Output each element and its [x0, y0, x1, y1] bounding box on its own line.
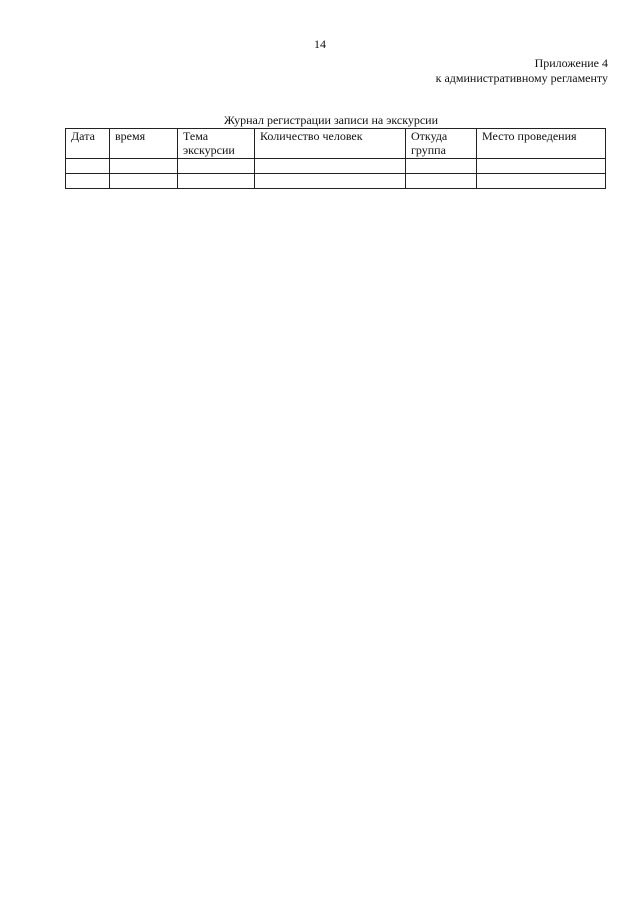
- table-cell: [178, 174, 255, 189]
- table-cell: [255, 159, 406, 174]
- table-cell: [110, 159, 178, 174]
- table-cell: [406, 174, 477, 189]
- column-header-topic: [178, 129, 255, 159]
- appendix-subtitle: к административному регламенту: [435, 71, 608, 85]
- page-number: 14: [314, 37, 326, 51]
- table-cell: [477, 174, 606, 189]
- column-header-line: экскурсии: [183, 143, 235, 157]
- column-header-date: [66, 129, 110, 159]
- table-cell: [477, 159, 606, 174]
- table-cell: [66, 174, 110, 189]
- column-header-line: Тема: [183, 129, 209, 143]
- column-header-venue: [477, 129, 606, 159]
- column-header-line: Место проведения: [482, 129, 577, 143]
- table-cell: [255, 174, 406, 189]
- column-header-line: Откуда: [411, 129, 448, 143]
- journal-table: [65, 128, 606, 189]
- column-header-line: группа: [411, 143, 446, 157]
- column-header-people-count: [255, 129, 406, 159]
- column-header-line: Дата: [71, 129, 95, 143]
- table-cell: [178, 159, 255, 174]
- column-header-line: время: [115, 129, 146, 143]
- table-cell: [110, 174, 178, 189]
- appendix-header: [436, 56, 608, 86]
- table-header-row: [66, 129, 606, 159]
- appendix-title: Приложение 4: [534, 56, 608, 70]
- column-header-line: Количество человек: [260, 129, 363, 143]
- column-header-group-origin: [406, 129, 477, 159]
- table-cell: [406, 159, 477, 174]
- table-row: [66, 174, 606, 189]
- column-header-time: [110, 129, 178, 159]
- table-cell: [66, 159, 110, 174]
- journal-title: Журнал регистрации записи на экскурсии: [223, 113, 439, 127]
- table-row: [66, 159, 606, 174]
